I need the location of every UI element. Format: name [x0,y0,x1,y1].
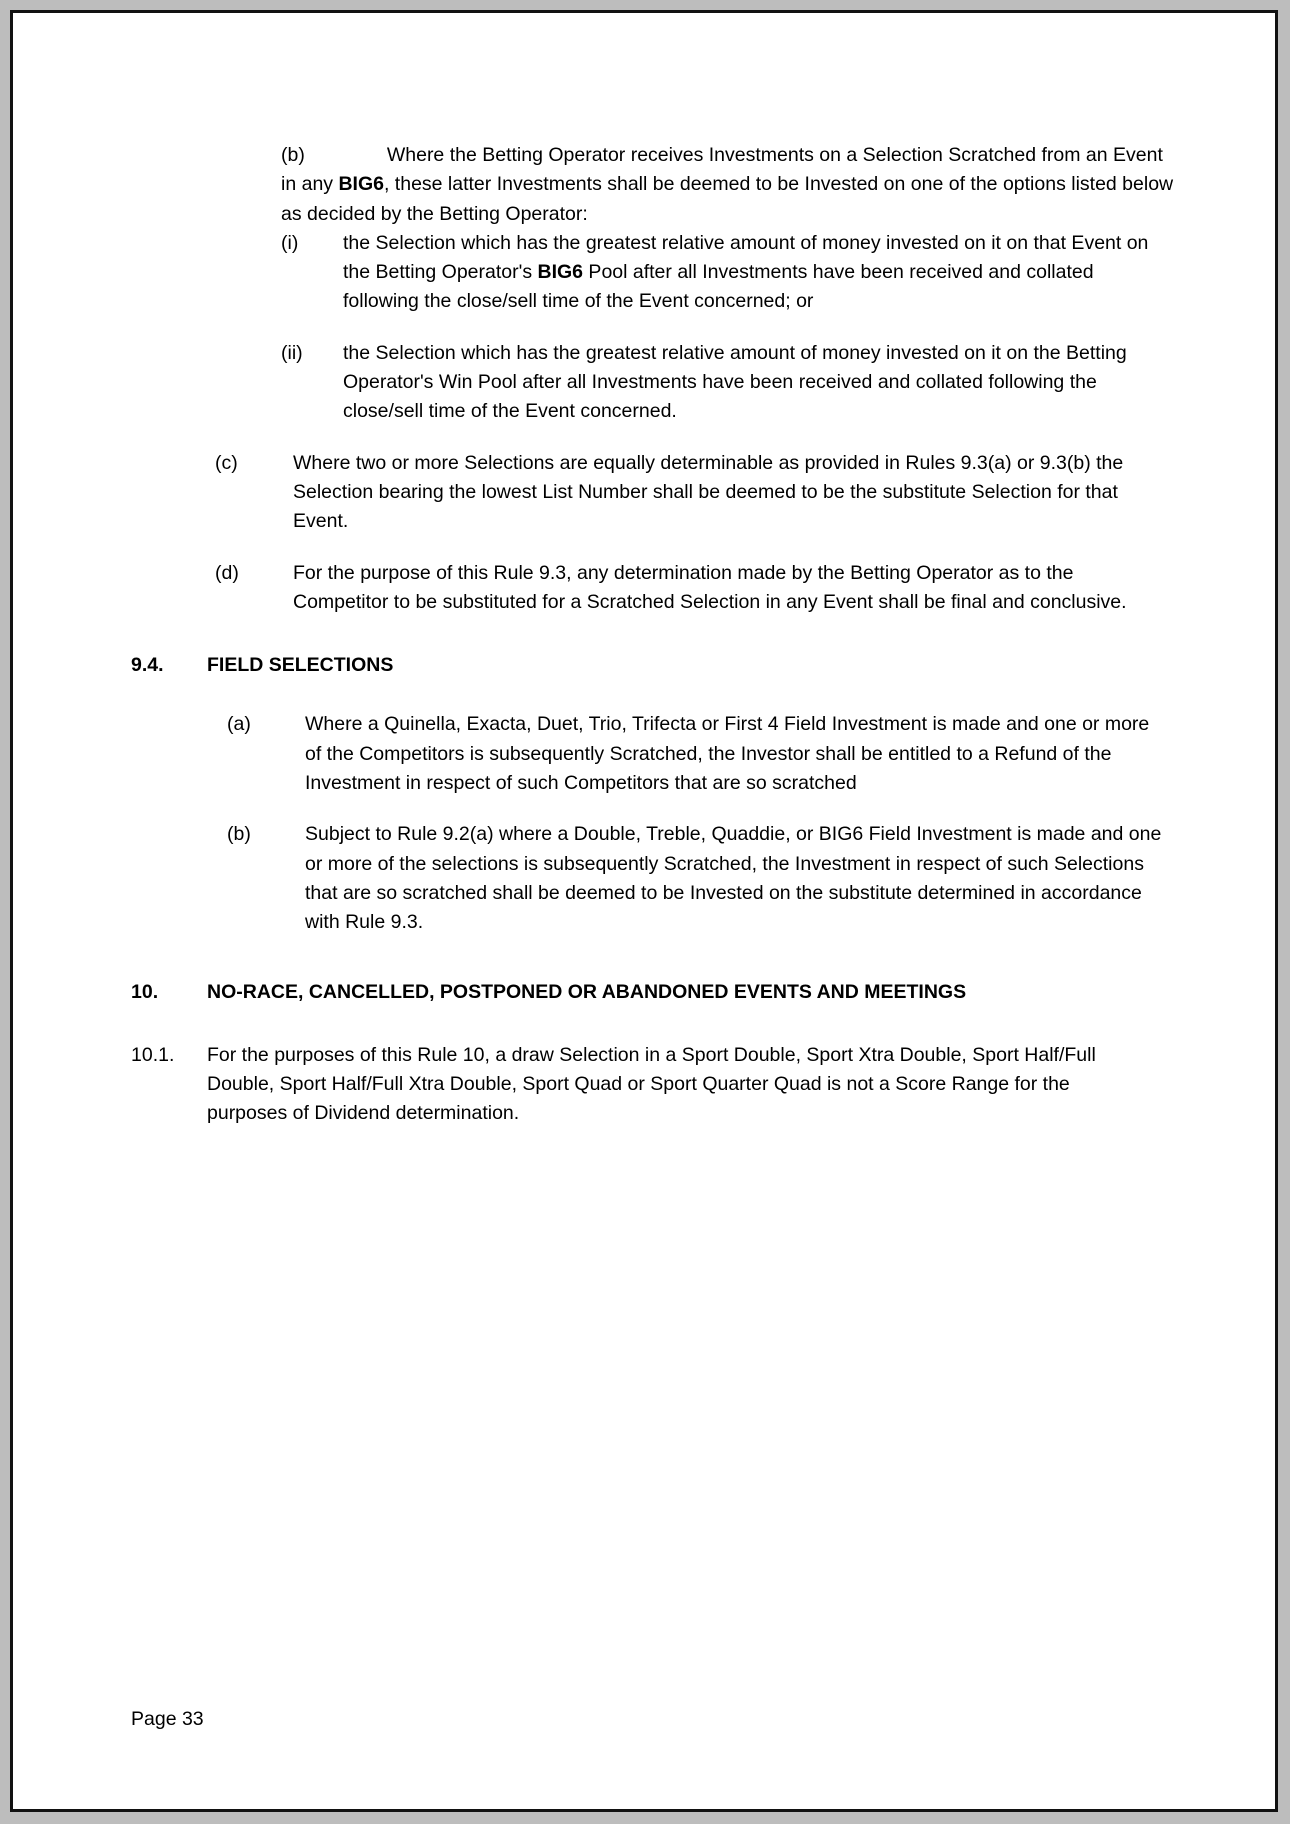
clause-9-3-b [281,141,1183,229]
clause-marker: (b) [281,144,305,166]
section-number: 9.4. [131,654,164,677]
clause-bold-term: BIG6 [338,173,384,196]
clause-marker: (i) [281,231,299,254]
clause-text: For the purpose of this Rule 9.3, any determination made by the Betting Operator as to the Competitor to be substituted for a Scratched Selection in any Event shall be final and conclusive. [293,561,1127,613]
clause-9-3-b-i [281,229,1151,317]
section-heading-10 [131,978,1093,1007]
paragraph-number: 10.1. [131,1043,175,1066]
section-title: NO-RACE, CANCELLED, POSTPONED OR ABANDONED EVENTS AND MEETINGS [207,980,967,1003]
clause-text-part-2: , these latter Investments shall be deemed to be Invested on one of the options listed below as decided by the Betting Operator: [281,173,1174,225]
document-page [10,10,1278,1812]
clause-text-part-1: Where the Betting Operator receives Investments on a Selection Scratched from an Event in any [281,144,1163,196]
clause-text [343,229,1151,317]
clause-9-3-b-ii [281,339,1151,427]
clause-9-3-c [215,449,1173,537]
section-title: FIELD SELECTIONS [207,654,394,677]
clause-9-3-d [215,559,1173,618]
paragraph-text: For the purposes of this Rule 10, a draw Selection in a Sport Double, Sport Xtra Double, Sport Half/Full Double, Sport Half/Full Xtra Double, Sport Quad or Sport Quarter Quad is not a Score Range for the purposes of Dividend determination. [207,1043,1096,1125]
clause-text: Subject to Rule 9.2(a) where a Double, Treble, Quaddie, or BIG6 Field Investment is made and one or more of the selections is subsequently Scratched, the Investment in respect of such Selections that are so scratched shall be deemed to be Invested on the substitute determined in accordance with Rule 9.3. [305,823,1162,934]
clause-marker: (c) [215,451,238,474]
paragraph-10-1 [131,1041,1131,1129]
clause-marker: (ii) [281,341,303,364]
clause-text-part-1: the Selection which has the greatest relative amount of money invested on it on that Event on the Betting Operator's [343,231,1149,284]
clause-text: Where two or more Selections are equally determinable as provided in Rules 9.3(a) or 9.3(b) the Selection bearing the lowest List Number shall be deemed to be the substitute Selection for that Event. [293,451,1124,533]
clause-text: the Selection which has the greatest relative amount of money invested on it on the Betting Operator's Win Pool after all Investments have been received and collated following the close/sell time of the Event concerned. [343,341,1127,423]
clause-text-part-2: Pool after all Investments have been received and collated following the close/sell time of the Event concerned; or [343,261,1094,313]
section-number: 10. [131,980,159,1003]
clause-marker: (b) [227,823,251,846]
clause-text: Where a Quinella, Exacta, Duet, Trio, Trifecta or First 4 Field Investment is made and one or more of the Competitors is subsequently Scratched, the Investor shall be entitled to a Refund of the Investment in respect of such Competitors that are so scratched [305,713,1150,795]
clause-9-4-a [227,710,1165,798]
page-footer: Page 33 [131,1708,204,1730]
clause-bold-term: BIG6 [537,261,584,284]
clause-marker: (a) [227,713,251,736]
page-content [13,13,1275,1809]
section-heading-9-4 [131,651,1183,680]
clause-9-4-b [227,820,1165,937]
clause-marker: (d) [215,561,239,584]
